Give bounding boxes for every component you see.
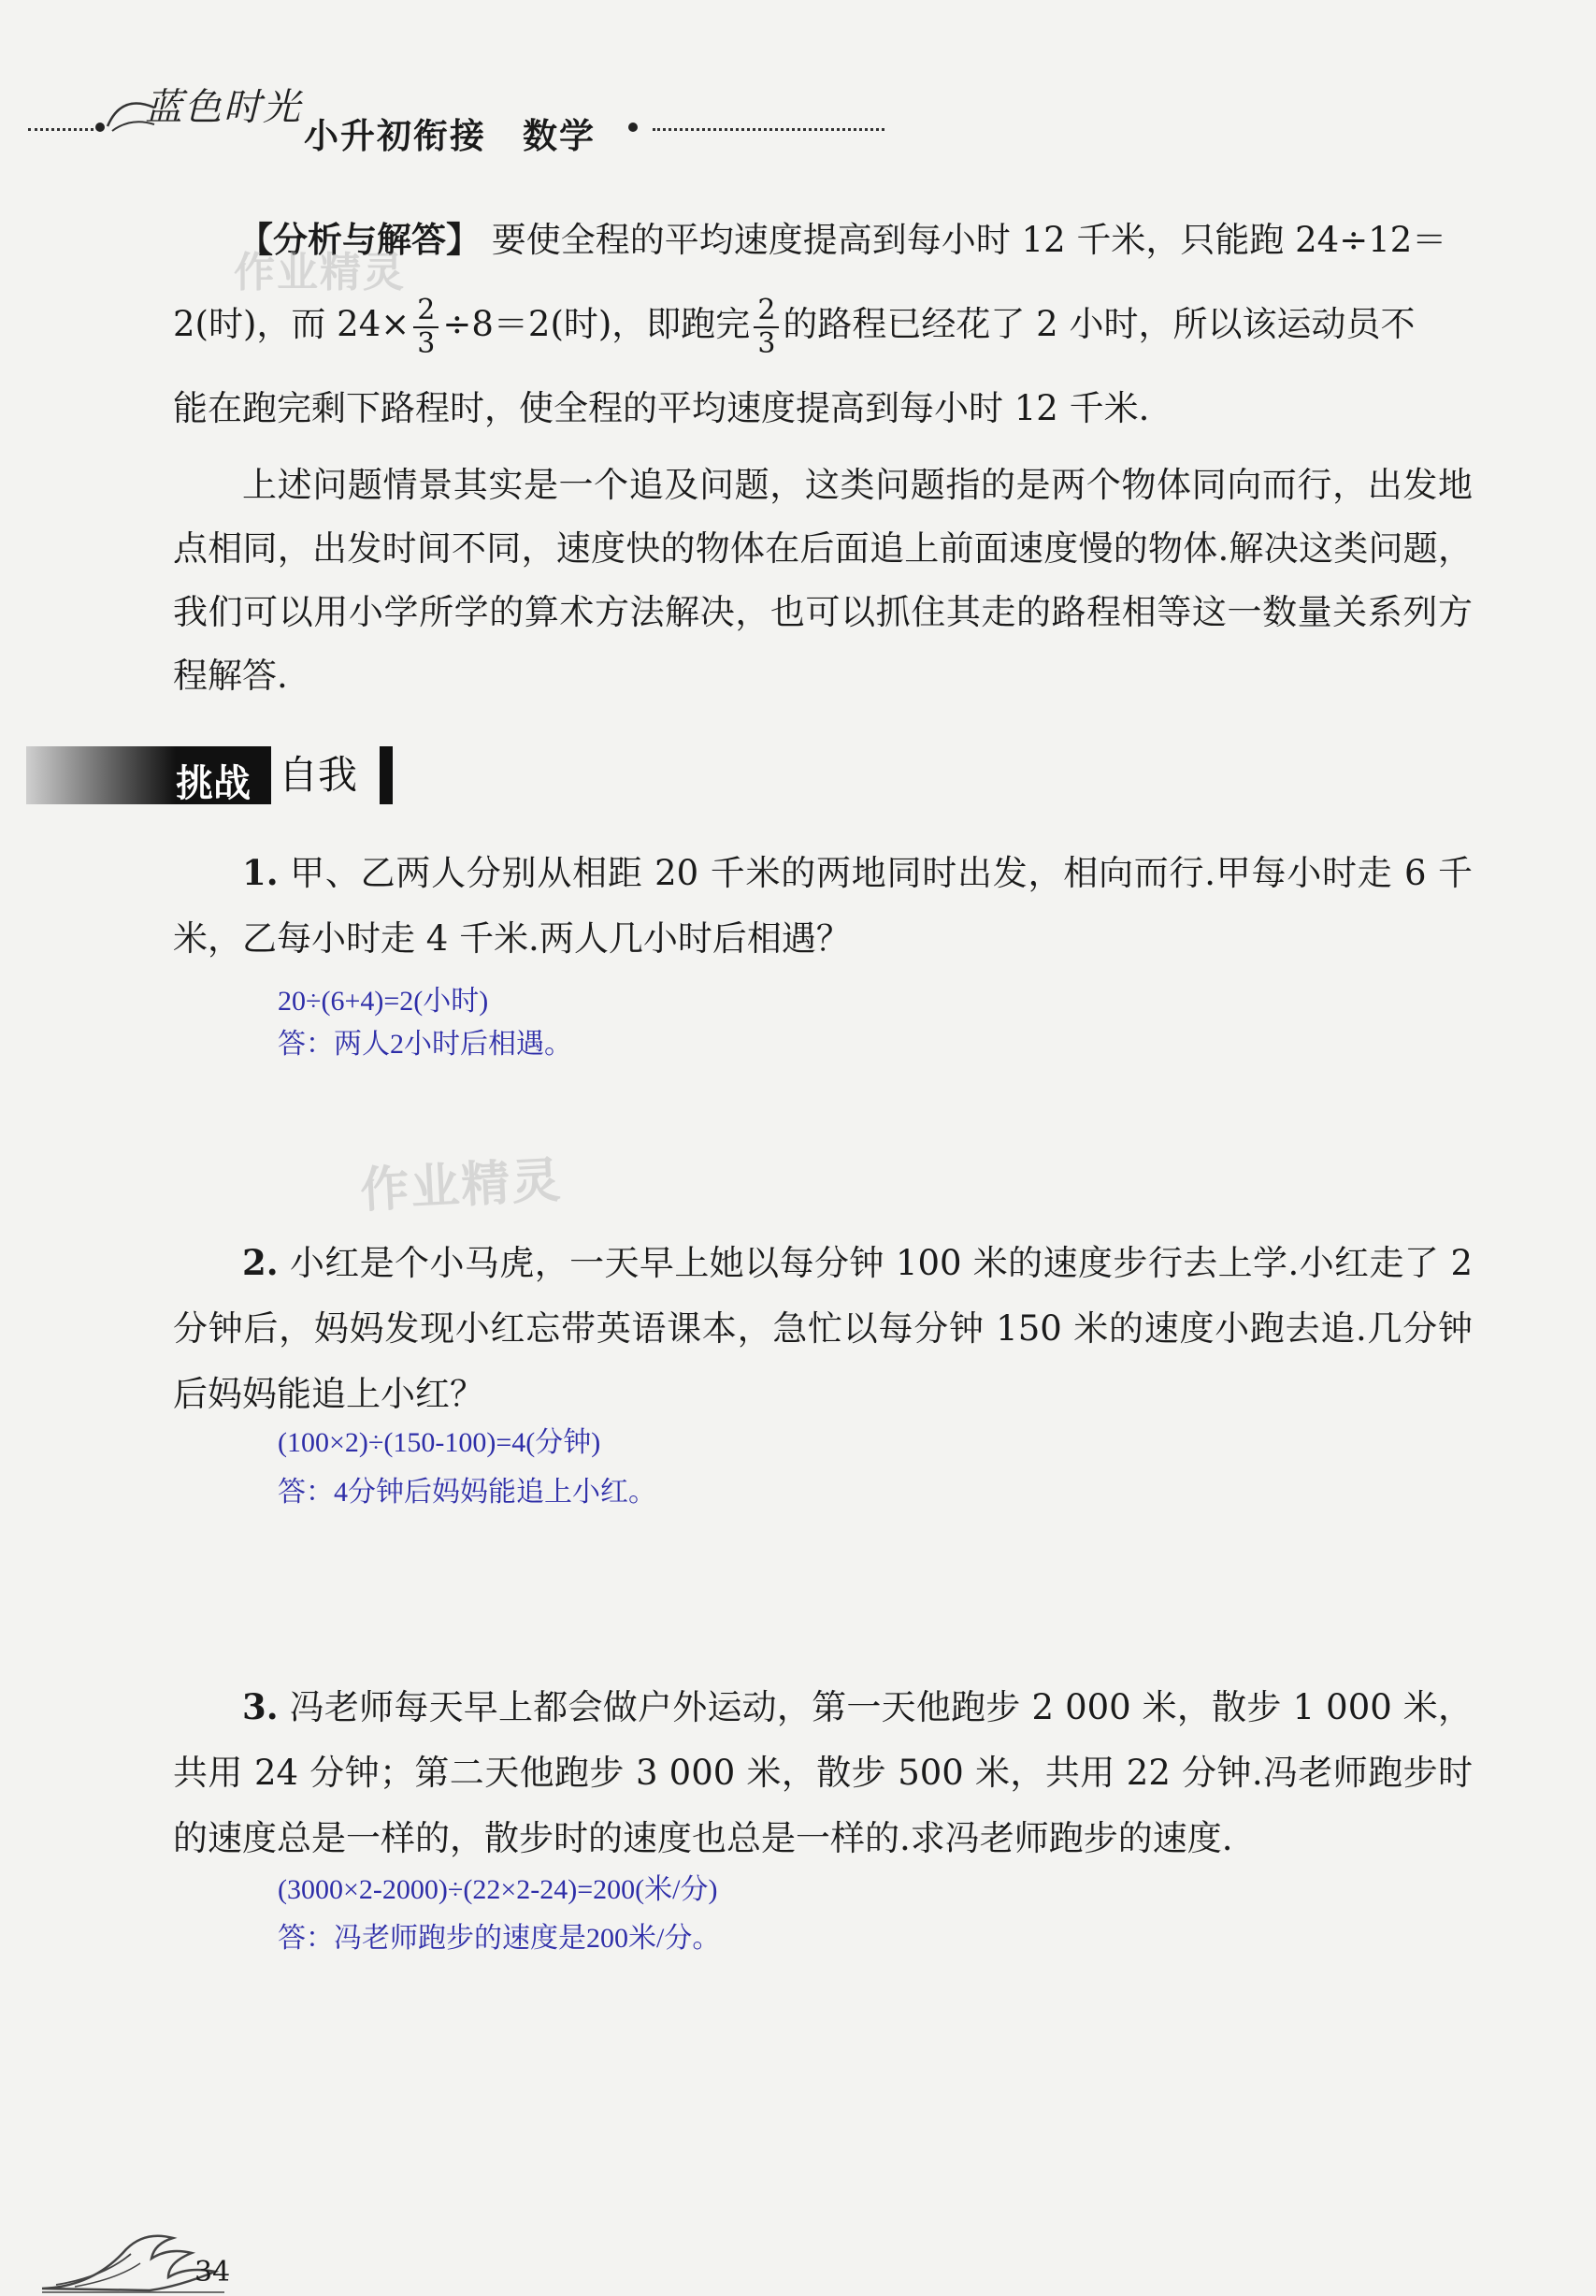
analysis-heading: 【分析与解答】 xyxy=(238,220,481,260)
question-2 xyxy=(173,1230,1473,1427)
analysis-line-1 xyxy=(238,201,1482,280)
answer-2-text: 答：4分钟后妈妈能追上小红。 xyxy=(278,1477,656,1508)
series-logo: 蓝色时光 xyxy=(145,86,302,129)
question-number: 2. xyxy=(242,1242,279,1283)
answer-3-expression: (3000×2-2000)÷(22×2-24)=200(米/分) xyxy=(278,1874,718,1905)
section-bar-end xyxy=(380,746,393,804)
answer-3-text: 答：冯老师跑步的速度是200米/分。 xyxy=(278,1923,721,1954)
analysis-text-1: 要使全程的平均速度提高到每小时 12 千米，只能跑 24÷12＝ xyxy=(491,220,1447,260)
analysis-text-2b: ÷8＝2(时)，即跑完 xyxy=(442,304,751,344)
summary-paragraph: 上述问题情景其实是一个追及问题，这类问题指的是两个物体同向而行，出发地点相同，出发时间不同，速度快的物体在后面追上前面速度慢的物体.解决这类问题，我们可以用小学所学的算术方法解决，也可以抓住其走的路程相等这一数量关系列方程解答. xyxy=(173,465,1473,696)
analysis-text-2c: 的路程已经花了 2 小时，所以该运动员不 xyxy=(783,304,1416,344)
question-1 xyxy=(173,840,1473,972)
fraction-two-thirds-2: $\frac{2}{3}$ xyxy=(754,295,779,360)
analysis-line-3: 能在跑完剩下路程时，使全程的平均速度提高到每小时 12 千米. xyxy=(173,388,1150,428)
watermark-top: 作业精灵 xyxy=(234,249,406,296)
answer-1-text: 答：两人2小时后相遇。 xyxy=(278,1029,572,1060)
page-header xyxy=(28,70,870,154)
header-dotted-rule-left xyxy=(28,128,93,131)
book-title: 小升初衔接 数学 xyxy=(304,116,596,156)
section-bar-gradient xyxy=(26,746,176,804)
question-text: 甲、乙两人分别从相距 20 千米的两地同时出发，相向而行.甲每小时走 6 千米，乙每小时走 4 千米.两人几小时后相遇？ xyxy=(173,853,1473,959)
question-number: 1. xyxy=(242,852,279,893)
watermark-middle: 作业精灵 xyxy=(358,1152,564,1220)
answer-1-expression: 20÷(6+4)=2(小时) xyxy=(278,986,489,1017)
section-title-part1: 挑战 xyxy=(176,762,251,805)
answer-2-expression: (100×2)÷(150-100)=4(分钟) xyxy=(278,1427,601,1458)
question-number: 3. xyxy=(242,1686,279,1727)
question-3 xyxy=(173,1674,1473,1871)
fraction-two-thirds-1: $\frac{2}{3}$ xyxy=(413,295,439,360)
analysis-text-2a: 2(时)，而 24× xyxy=(173,304,410,344)
section-title-part2: 自我 xyxy=(271,746,381,804)
page-number: 34 xyxy=(194,2256,231,2289)
question-text: 小红是个小马虎，一天早上她以每分钟 100 米的速度步行去上学.小红走了 2 分钟后，妈妈发现小红忘带英语课本，急忙以每分钟 150 米的速度小跑去追.几分钟后妈妈能追上小红？ xyxy=(173,1243,1473,1414)
header-dotted-rule-right xyxy=(653,128,884,131)
question-text: 冯老师每天早上都会做户外运动，第一天他跑步 2 000 米，散步 1 000 米，共用 24 分钟；第二天他跑步 3 000 米，散步 500 米，共用 22 分钟.冯老师跑步时的速度总是一样的，散步时的速度也总是一样的.求冯老师跑步的速度. xyxy=(173,1687,1474,1858)
section-challenge-self xyxy=(26,746,393,804)
header-bullet-right xyxy=(628,123,638,132)
